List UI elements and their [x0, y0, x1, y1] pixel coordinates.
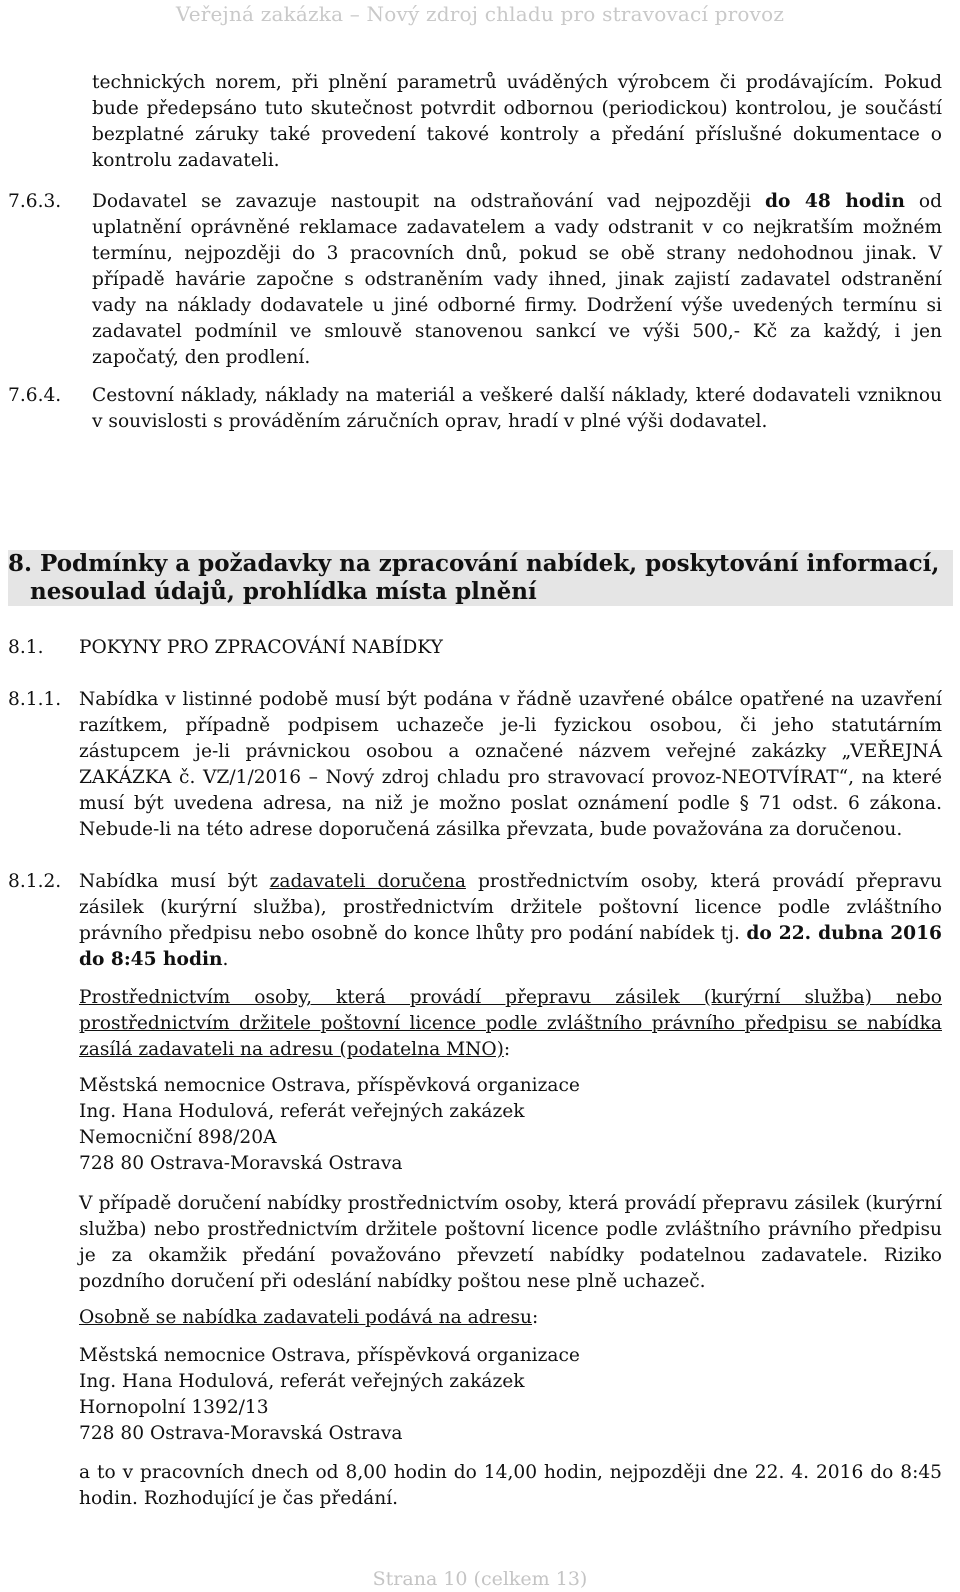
- section-number-8-1-1: 8.1.1.: [8, 689, 62, 710]
- text-7-6-3-part1: Dodavatel se zavazuje nastoupit na odstraňování vad nejpozději: [92, 191, 765, 212]
- paragraph-courier-address-intro: [79, 985, 942, 1063]
- section-number-7-6-4: 7.6.4.: [8, 385, 62, 406]
- address-line: Městská nemocnice Ostrava, příspěvková organizace: [79, 1345, 580, 1366]
- text-8-1-2-part1: Nabídka musí být: [79, 871, 270, 892]
- address-block-personal: [79, 1343, 942, 1447]
- section-title-8-1: POKYNY PRO ZPRACOVÁNÍ NABÍDKY: [79, 637, 443, 658]
- courier-colon: :: [503, 1039, 511, 1060]
- address-block-courier: [79, 1073, 942, 1177]
- underlined-delivered: zadavateli doručena: [269, 871, 466, 892]
- courier-underlined-text: Prostřednictvím osoby, která provádí přepravu zásilek (kurýrní služba) nebo prostřednictvím držitele poštovní licence podle zvláštního právního předpisu se nabídka zasílá zadavateli na adresu (podatelna MNO): [79, 987, 942, 1060]
- text-7-6-3-part2: od uplatnění oprávněné reklamace zadavatelem a vady odstranit v co nejkratším možném termínu, nejpozději do 3 pracovních dnů, pokud se obě strany nedohodnou jinak. V případě havárie započne s odstraněním vady ihned, jinak zajistí zadavatel odstranění vady na náklady dodavatele u jiné odborné firmy. Dodržení výše uvedených termínu si zadavatel podmínil ve smlouvě stanovenou sankcí ve výši 500,- Kč za každý, i jen započatý, den prodlení.: [92, 191, 943, 368]
- paragraph-office-hours: a to v pracovních dnech od 8,00 hodin do 14,00 hodin, nejpozději dne 22. 4. 2016 do 8:45 hodin. Rozhodující je čas předání.: [79, 1462, 942, 1509]
- paragraph-8-1-2: [79, 869, 942, 973]
- personal-underlined-text: Osobně se nabídka zadavateli podává na adresu: [79, 1307, 532, 1328]
- page-footer: Strana 10 (celkem 13): [372, 1568, 588, 1590]
- text-8-1-2-part2: prostřednictvím osoby, která provádí přepravu zásilek (kurýrní služba), prostřednictvím držitele poštovní licence podle zvláštního právního předpisu nebo osobně do konce lhůty pro podání nabídek tj.: [79, 871, 942, 944]
- paragraph-8-1-1: Nabídka v listinné podobě musí být podána v řádně uzavřené obálce opatřené na uzavření razítkem, případně podpisem uchazeče je-li fyzickou osobou, či jeho statutárním zástupcem je-li právnickou osobou a označené názvem veřejné zakázky „VEŘEJNÁ ZAKÁZKA č. VZ/1/2016 – Nový zdroj chladu pro stravovací provoz-NEOTVÍRAT“, na které musí být uvedena adresa, na niž je možno poslat oznámení podle § 71 odst. 6 zákona. Nebude-li na této adrese doporučená zásilka převzata, bude považována za doručenou.: [79, 689, 942, 840]
- section-heading-8-line2: nesoulad údajů, prohlídka místa plnění: [30, 578, 537, 605]
- address-line: Ing. Hana Hodulová, referát veřejných zakázek: [79, 1101, 525, 1122]
- section-number-8-1: 8.1.: [8, 637, 44, 658]
- address-line: Nemocniční 898/20A: [79, 1127, 277, 1148]
- section-heading-8: [8, 550, 953, 606]
- address-line: 728 80 Ostrava-Moravská Ostrava: [79, 1423, 403, 1444]
- paragraph-personal-address-intro: [79, 1305, 942, 1331]
- address-line: Městská nemocnice Ostrava, příspěvková organizace: [79, 1075, 580, 1096]
- section-number-7-6-3: 7.6.3.: [8, 191, 62, 212]
- address-line: Ing. Hana Hodulová, referát veřejných zakázek: [79, 1371, 525, 1392]
- paragraph-delivery-moment: V případě doručení nabídky prostřednictvím osoby, která provádí přepravu zásilek (kurýrní služba) nebo prostřednictvím držitele poštovní licence podle zvláštního právního předpisu je za okamžik předání považováno převzetí nabídky podatelnou zadavatele. Riziko pozdního doručení při odeslání nabídky poštou nese plně uchazeč.: [79, 1193, 942, 1292]
- address-line: 728 80 Ostrava-Moravská Ostrava: [79, 1153, 403, 1174]
- page-header: Veřejná zakázka – Nový zdroj chladu pro stravovací provoz: [175, 2, 785, 26]
- paragraph-7-6-3: [92, 189, 942, 371]
- paragraph-warranty-control: technických norem, při plnění parametrů uváděných výrobcem či prodávajícím. Pokud bude předepsáno tuto skutečnost potvrdit odbornou (periodickou) kontrolou, je součástí bezplatné záruky také provedení takové kontroly a předání příslušné dokumentace o kontrolu zadavateli.: [92, 72, 942, 171]
- deadline-date: do 22. dubna 2016 do 8:45 hodin: [79, 923, 942, 970]
- section-heading-8-line1: 8. Podmínky a požadavky na zpracování nabídek, poskytování informací,: [8, 550, 940, 577]
- section-number-8-1-2: 8.1.2.: [8, 871, 62, 892]
- address-line: Hornopolní 1392/13: [79, 1397, 269, 1418]
- personal-colon: :: [532, 1307, 539, 1328]
- text-8-1-2-part3: .: [222, 949, 229, 970]
- paragraph-7-6-4: Cestovní náklady, náklady na materiál a veškeré další náklady, které dodavateli vzniknou v souvislosti s prováděním záručních oprav, hradí v plné výši dodavatel.: [92, 385, 942, 432]
- deadline-48-hours: do 48 hodin: [764, 191, 905, 212]
